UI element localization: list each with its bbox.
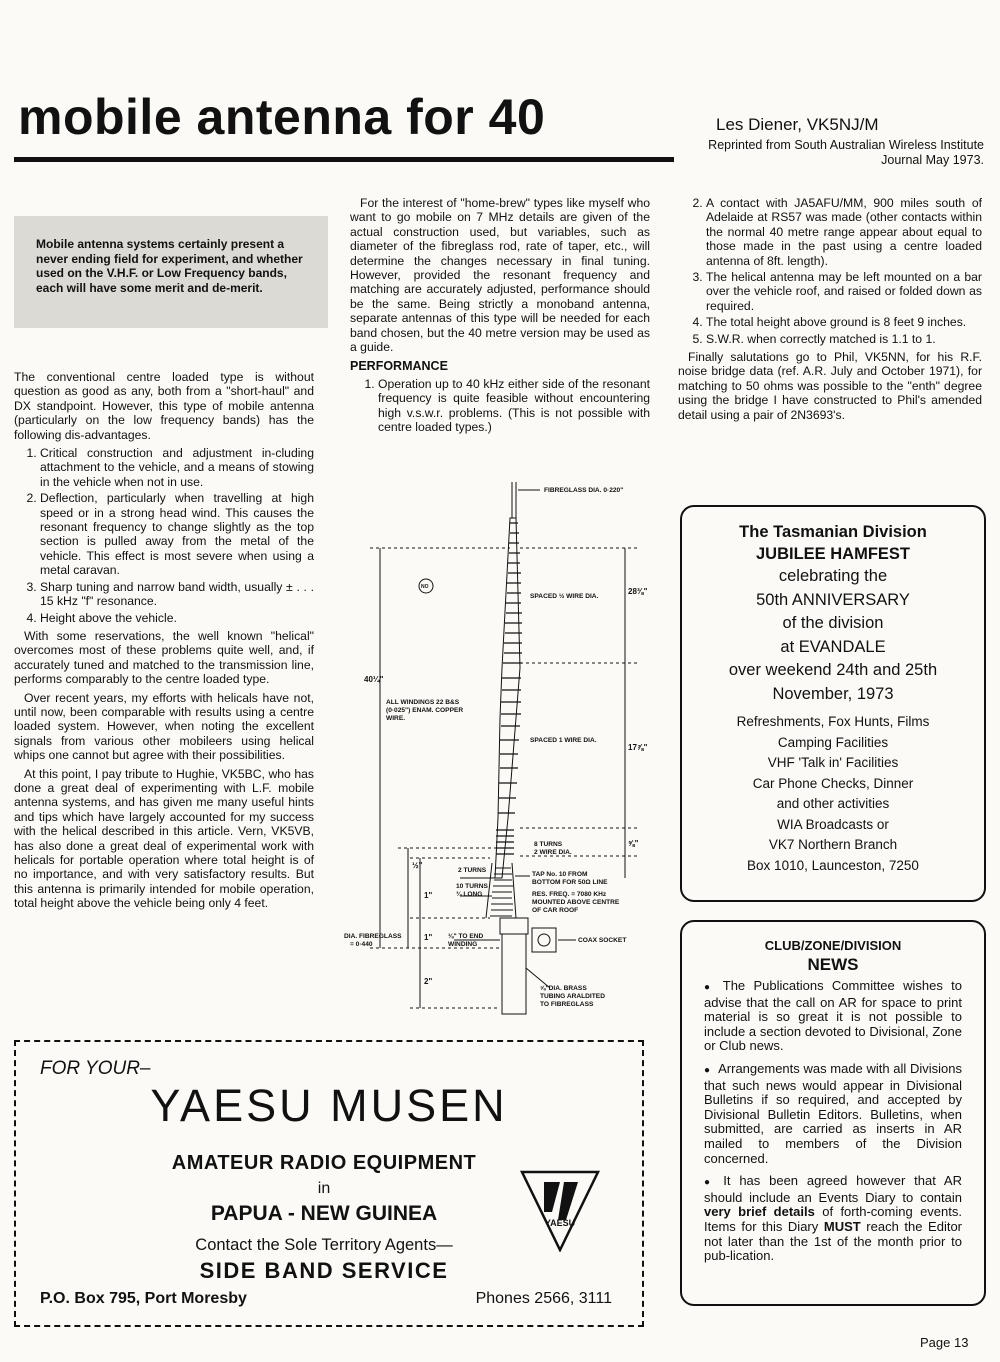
dim-2: 2" (424, 977, 433, 986)
disadvantages-list (14, 446, 314, 625)
label-windings-3: WIRE. (386, 715, 406, 722)
logo-text: YAESU (544, 1218, 576, 1228)
hamfest-detail: WIA Broadcasts or (777, 816, 889, 832)
list-item: 3. The helical antenna may be left mounted on a bar over the vehicle roof, and raised or folded down as required. (706, 270, 982, 313)
hamfest-line: at EVANDALE (780, 637, 886, 656)
ad-line-sideband: SIDE BAND SERVICE (199, 1258, 449, 1283)
hamfest-line: 50th ANNIVERSARY (756, 590, 910, 609)
ad-brand: YAESU MUSEN (150, 1080, 508, 1131)
label-coax: COAX SOCKET (578, 937, 627, 944)
hamfest-title: JUBILEE HAMFEST (755, 545, 910, 563)
page-number: Page 13 (920, 1335, 969, 1350)
author-byline: Les Diener, VK5NJ/M (716, 115, 879, 134)
list-item: 5. S.W.R. when correctly matched is 1.1 to 1. (706, 332, 982, 346)
hamfest-detail: VK7 Northern Branch (768, 837, 898, 852)
label-8turns-2: 2 WIRE DIA. (534, 849, 572, 856)
helical-antenna-diagram (340, 478, 670, 1018)
label-spaced-half: SPACED ½ WIRE DIA. (530, 593, 599, 600)
news-emphasis: MUST (823, 1218, 861, 1234)
hamfest-division: The Tasmanian Division (739, 523, 927, 541)
dim-1: 1" (424, 891, 433, 900)
performance-list (350, 377, 650, 435)
performance-list-continued (678, 196, 982, 346)
dim-1b: 1" (424, 933, 433, 942)
ad-pobox: P.O. Box 795, Port Moresby (40, 1290, 247, 1307)
yaesu-logo-icon (520, 1168, 600, 1252)
ad-phones: Phones 2566, 3111 (475, 1290, 612, 1307)
title-rule (14, 157, 674, 162)
intro-text: Mobile antenna systems certainly present a never ending field for experiment, and whether used on the V.H.F. or Low Frequency bands, each will have some merit and de-merit. (36, 237, 303, 295)
label-10turns-1: 10 TURNS (456, 883, 488, 890)
label-windings-1: ALL WINDINGS 22 B&S (386, 699, 460, 706)
list-item: 2. A contact with JA5AFU/MM, 900 miles south of Adelaide at RS57 was made (other contacts within the normal 40 metre range appear about equal to those made in the past using a centre loaded antenna of 8ft. length). (706, 196, 982, 268)
ad-line-in: in (317, 1180, 331, 1197)
label-end-winding-2: WINDING (448, 941, 478, 948)
list-item: 1. Critical construction and adjustment in-cluding attachment to the vehicle, and a means of stowing in the vehicle when not in use. (40, 446, 314, 489)
label-res-2: MOUNTED ABOVE CENTRE (532, 899, 620, 906)
label-8turns-1: 8 TURNS (534, 841, 563, 848)
column-1 (14, 370, 314, 915)
list-item: 4. The total height above ground is 8 feet 9 inches. (706, 315, 982, 329)
paragraph: The conventional centre loaded type is without question as good as any, both from a "short-haul" and DX standpoint. However, this type of mobile antenna (particularly on the low frequency bands) has the following dis-advantages. (14, 370, 314, 442)
label-brass-3: TO FIBREGLASS (540, 1001, 594, 1008)
reprint-source: Reprinted from South Australian Wireless Institute Journal May 1973. (708, 138, 984, 167)
bullet-icon: ● (704, 1177, 716, 1189)
hamfest-detail: and other activities (776, 796, 890, 811)
paragraph: At this point, I pay tribute to Hughie, VK5BC, who has done a great deal of experimenting with L.F. mobile antenna systems, and has given me many useful hints and tips which have largely accounted for my success with the helical described in this article. Vern, VK5VB, has also done a great deal of experimental work with helicals for portable operation where total height is of no importance, and with very satisfactory results. But this antenna is primarily intended for mobile operation, total height above the vehicle being only 4 feet. (14, 766, 314, 911)
news-paragraph: The Publications Committee wishes to advise that the call on AR for space to print material is so great it is not possible to include a section devoted to Divisional, Zone or Club news. (704, 978, 962, 1054)
dim-28: 28⅜" (628, 587, 648, 596)
label-10turns-2: ¾ LONG (456, 891, 483, 898)
label-tap-1: TAP No. 10 FROM (532, 871, 588, 878)
ad-for-your: FOR YOUR– (40, 1058, 151, 1079)
ad-line-png: PAPUA - NEW GUINEA (210, 1202, 438, 1225)
list-item: 2. Deflection, particularly when travelling at high speed or in a strong head wind. This causes the resonant frequency to change slightly as the top section is pulled away from the metal of the vehicle. This effect is most severe when using a metal caravan. (40, 491, 314, 577)
bullet-icon: ● (704, 982, 715, 993)
label-fibreglass-top: FIBREGLASS DIA. 0·220" (544, 487, 624, 494)
bullet-icon: ● (704, 1064, 711, 1076)
news-paragraph: reach the Editor not later than the 1st of the month prior to pub-lication. (704, 1218, 963, 1264)
ad-line-contact: Contact the Sole Territory Agents— (195, 1236, 453, 1254)
news-emphasis: very brief details (704, 1204, 815, 1220)
news-body (704, 979, 962, 1272)
list-item: 1. Operation up to 40 kHz either side of the resonant frequency is quite feasible without encountering high v.s.w.r. problems. (This is not possible with centre loaded types.) (378, 377, 650, 435)
hamfest-detail: Box 1010, Launceston, 7250 (747, 857, 919, 873)
hamfest-detail: VHF 'Talk in' Facilities (767, 755, 899, 770)
label-end-winding-1: ⅛" TO END (448, 933, 484, 940)
paragraph: Finally salutations go to Phil, VK5NN, for his R.F. noise bridge data (ref. A.R. July and October 1971), for matching to 50 ohms was possible to the "enth" degree using the bridge I have constructed to Phil's amended detail using a pair of 2N3693's. (678, 350, 982, 422)
label-res-1: RES. FREQ. = 7080 KHz (532, 891, 607, 898)
hamfest-line: of the division (782, 614, 884, 632)
label-2turns: 2 TURNS (458, 867, 487, 874)
dim-40: 40¼" (364, 675, 384, 684)
label-brass-1: ⅝"DIA. BRASS (540, 985, 587, 992)
news-paragraph: of forth-coming events. Items for this Diary (704, 1204, 962, 1234)
label-dia-fibre-1: DIA. FIBREGLASS (344, 933, 402, 940)
paragraph: For the interest of "home-brew" types like myself who want to go mobile on 7 MHz details are given of the actual construction used, but variables, such as diameter of the fibreglass rod, rate of taper, etc., will determine the changes necessary in final tuning. However, provided the resonant frequency and matching are accurately adjusted, performance should be the same. Being strictly a monoband antenna, separate antennas of this type will be needed for each band chosen, but the 40 metre version may be used as a guide. (350, 196, 650, 355)
label-spaced-1: SPACED 1 WIRE DIA. (530, 737, 597, 744)
column-3 (678, 196, 982, 426)
hamfest-line: November, 1973 (772, 684, 894, 703)
dim-58: ⅝" (628, 839, 639, 848)
dim-half: ½" (412, 861, 423, 870)
list-item: 3. Sharp tuning and narrow band width, usually ± . . . 15 kHz "f" resonance. (40, 580, 314, 609)
hamfest-detail: Car Phone Checks, Dinner (752, 775, 914, 791)
label-res-3: OF CAR ROOF (532, 907, 579, 914)
hamfest-line: over weekend 24th and 25th (728, 661, 938, 679)
column-2 (350, 196, 650, 439)
hamfest-notice (680, 505, 986, 902)
label-tap-2: BOTTOM FOR 50Ω LINE (532, 879, 608, 886)
list-item: 4. Height above the vehicle. (40, 611, 314, 625)
intro-box (14, 216, 328, 328)
label-dia-fibre-2: = 0·440 (350, 941, 373, 948)
ad-line-equipment: AMATEUR RADIO EQUIPMENT (171, 1152, 477, 1174)
label-brass-2: TUBING ARALDITED (540, 993, 605, 1000)
section-heading: PERFORMANCE (350, 359, 448, 374)
hamfest-line: celebrating the (778, 567, 888, 585)
label-windings-2: (0·025") ENAM. COPPER (386, 707, 464, 714)
club-news-box (680, 920, 986, 1306)
article-title: mobile antenna for 40 (18, 89, 546, 145)
label-no: NO (421, 584, 429, 590)
news-paragraph: Arrangements was made with all Divisions that such news would appear in Divisional Bulletins if so required, and accepted by Divisional Bulletin Editors. Bulletins, when submitted, are carried as inserts in AR mailed to members of the Division concerned. (704, 1060, 962, 1166)
news-header: CLUB/ZONE/DIVISION (764, 938, 902, 953)
hamfest-detail: Refreshments, Fox Hunts, Films (736, 714, 930, 729)
paragraph: Over recent years, my efforts with helicals have not, until now, been comparable with results using a centre loaded system. However, when noting the excellent signals from various other mobileers using helical whips one cannot but agree with their possibilities. (14, 690, 314, 763)
news-title: NEWS (807, 955, 859, 974)
dim-17: 17⅞" (628, 743, 648, 752)
news-paragraph: It has been agreed however that AR should include an Events Diary to contain (704, 1173, 962, 1205)
hamfest-detail: Camping Facilities (777, 734, 889, 750)
paragraph: With some reservations, the well known "helical" overcomes most of these problems quite well, and, if accurately tuned and matched to the transmission line, performs comparably to the centre loaded type. (14, 628, 314, 687)
